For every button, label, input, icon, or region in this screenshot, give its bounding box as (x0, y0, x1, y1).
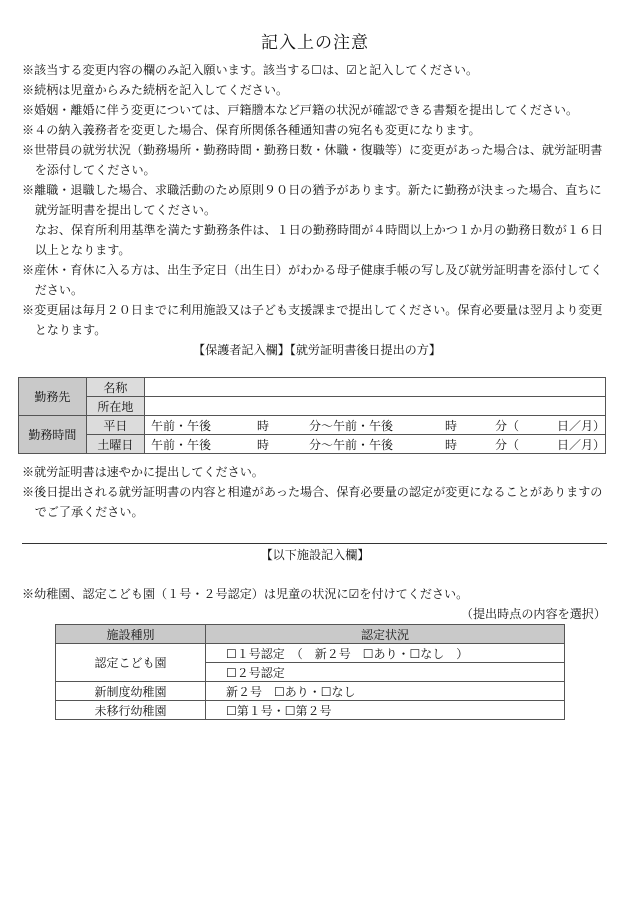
status-cell[interactable]: ☐１号認定 （ 新２号 ☐あり・☐なし ） (206, 644, 565, 663)
workplace-label: 勤務先 (19, 378, 87, 416)
note-item: ※産休・育休に入る方は、出生予定日（出生日）がわかる母子健康手帳の写し及び就労証明書を添付してください。 (22, 263, 603, 297)
status-cell[interactable]: ☐第１号・☐第２号 (206, 701, 565, 720)
col-type-header: 施設種別 (56, 625, 206, 644)
hour2-text: 時 (445, 437, 458, 452)
note-item: ※世帯員の就労状況（勤務場所・勤務時間・勤務日数・休職・復職等）に変更があった場合は、就労証明書を添付してください。 (22, 143, 603, 177)
table-row (56, 701, 565, 720)
note-item: ※後日提出される就労証明書の内容と相違があった場合、保育必要量の認定が変更になることがありますのでご了承ください。 (22, 485, 603, 519)
weekday-label: 平日 (86, 416, 144, 435)
note-item: ※離職・退職した場合、求職活動のため原則９０日の猶予があります。新たに勤務が決まった場合、直ちに就労証明書を提出してください。 (22, 183, 602, 217)
days-text: 日／月） (556, 437, 605, 452)
hour-text: 時 (257, 437, 270, 452)
col-status-header: 認定状況 (206, 625, 565, 644)
page-title: 記入上の注意 (261, 33, 369, 53)
note-item: ※婚姻・離婚に伴う変更については、戸籍謄本など戸籍の状況が確認できる書類を提出してください。 (22, 103, 579, 117)
workplace-address-field[interactable] (145, 397, 606, 416)
ampm-text: 午前・午後 (151, 437, 212, 452)
facility-type-cell: 未移行幼稚園 (56, 701, 206, 720)
facility-table (55, 624, 565, 720)
saturday-label: 土曜日 (86, 435, 144, 454)
table-row (56, 644, 565, 663)
table-row (56, 682, 565, 701)
address-label: 所在地 (86, 397, 144, 416)
weekday-schedule-field[interactable] (145, 416, 606, 435)
hour-text: 時 (257, 418, 270, 433)
note-item: ※該当する変更内容の欄のみ記入願います。該当する☐は、☑と記入してください。 (22, 63, 479, 77)
note-item: ※続柄は児童からみた続柄を記入してください。 (22, 83, 289, 97)
days-text: 日／月） (556, 418, 605, 433)
facility-subnote: （提出時点の内容を選択） (460, 607, 606, 621)
saturday-schedule-field[interactable] (145, 435, 606, 454)
facility-type-cell: 新制度幼稚園 (56, 682, 206, 701)
min-open-text: 分（ (495, 437, 520, 452)
note-item: ※就労証明書は速やかに提出してください。 (22, 465, 264, 479)
work-table (18, 377, 606, 454)
facility-note: ※幼稚園、認定こども園（１号・２号認定）は児童の状況に☑を付けてください。 (22, 587, 469, 601)
min-to-text: 分～午前・午後 (309, 437, 394, 452)
ampm-text: 午前・午後 (151, 418, 212, 433)
note-item: ※変更届は毎月２０日までに利用施設又は子ども支援課まで提出してください。保育必要量は翌月より変更となります。 (22, 303, 603, 337)
hour2-text: 時 (445, 418, 458, 433)
note-item: なお、保育所利用基準を満たす勤務条件は、１日の勤務時間が４時間以上かつ１か月の勤務日数が１６日以上となります。 (34, 223, 604, 257)
section-divider (22, 543, 607, 544)
facility-type-cell: 認定こども園 (56, 644, 206, 682)
after-notes (22, 462, 612, 522)
status-cell[interactable]: ☐２号認定 (206, 663, 565, 682)
name-label: 名称 (86, 378, 144, 397)
facility-heading: 【以下施設記入欄】 (260, 548, 370, 562)
hours-label: 勤務時間 (19, 416, 87, 454)
note-item: ※４の納入義務者を変更した場合、保育所関係各種通知書の宛名も変更になります。 (22, 123, 481, 137)
min-open-text: 分（ (495, 418, 520, 433)
status-cell[interactable]: 新２号 ☐あり・☐なし (206, 682, 565, 701)
notes-section (22, 60, 612, 360)
guardian-heading: 【保護者記入欄】【就労証明書後日提出の方】 (193, 343, 441, 357)
min-to-text: 分～午前・午後 (309, 418, 394, 433)
workplace-name-field[interactable] (145, 378, 606, 397)
